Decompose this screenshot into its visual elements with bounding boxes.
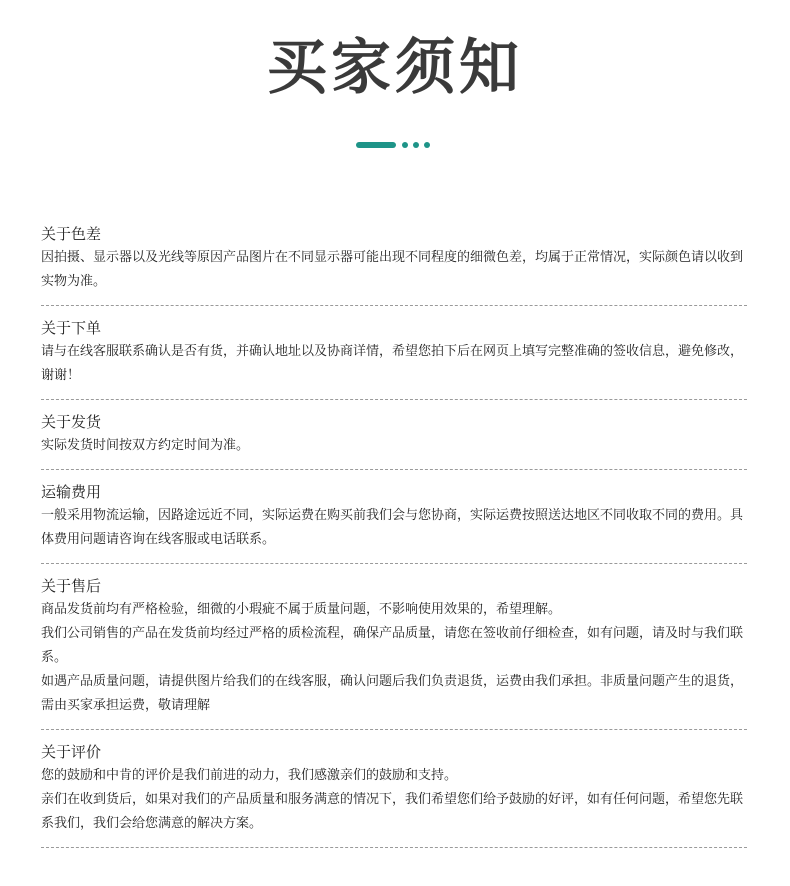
section-heading: 关于评价	[41, 743, 102, 761]
section-freight	[41, 480, 747, 564]
divider-dot	[424, 142, 430, 148]
section-heading: 关于色差	[41, 225, 102, 243]
divider-bar	[356, 142, 396, 148]
section-paragraph: 因拍摄、显示器以及光线等原因产品图片在不同显示器可能出现不同程度的细微色差，均属于正常情况，实际颜色请以收到实物为准。	[41, 250, 744, 289]
section-paragraph: 我们公司销售的产品在发货前均经过严格的质检流程，确保产品质量，请您在签收前仔细检查，如有问题，请及时与我们联系。	[41, 626, 744, 665]
section-heading: 关于售后	[41, 577, 102, 595]
section-heading: 运输费用	[41, 483, 102, 501]
section-paragraph: 实际发货时间按双方约定时间为准。	[41, 438, 250, 453]
section-ordering	[41, 316, 747, 400]
section-paragraph: 亲们在收到货后，如果对我们的产品质量和服务满意的情况下，我们希望您们给予鼓励的好评，如有任何问题，希望您先联系我们，我们会给您满意的解决方案。	[41, 792, 744, 831]
page-title: 买家须知	[267, 33, 523, 103]
section-after-sales	[41, 574, 747, 730]
section-color-difference	[41, 222, 747, 306]
section-paragraph: 请与在线客服联系确认是否有货，并确认地址以及协商详情，希望您拍下后在网页上填写完整准确的签收信息，避免修改，谢谢！	[41, 344, 744, 383]
section-paragraph: 如遇产品质量问题，请提供图片给我们的在线客服，确认问题后我们负责退货，运费由我们承担。非质量问题产生的退货，需由买家承担运费，敬请理解	[41, 674, 744, 713]
section-shipping	[41, 410, 747, 470]
section-reviews	[41, 740, 747, 848]
divider-dot	[413, 142, 419, 148]
section-paragraph: 您的鼓励和中肯的评价是我们前进的动力，我们感激亲们的鼓励和支持。	[41, 768, 458, 783]
divider-dot	[402, 142, 408, 148]
title-divider-ornament	[356, 141, 435, 149]
section-paragraph: 一般采用物流运输，因路途远近不同，实际运费在购买前我们会与您协商，实际运费按照送达地区不同收取不同的费用。具体费用问题请咨询在线客服或电话联系。	[41, 508, 744, 547]
notice-sections	[41, 222, 747, 858]
section-heading: 关于下单	[41, 319, 102, 337]
section-heading: 关于发货	[41, 413, 102, 431]
section-paragraph: 商品发货前均有严格检验，细微的小瑕疵不属于质量问题，不影响使用效果的，希望理解。	[41, 602, 562, 617]
